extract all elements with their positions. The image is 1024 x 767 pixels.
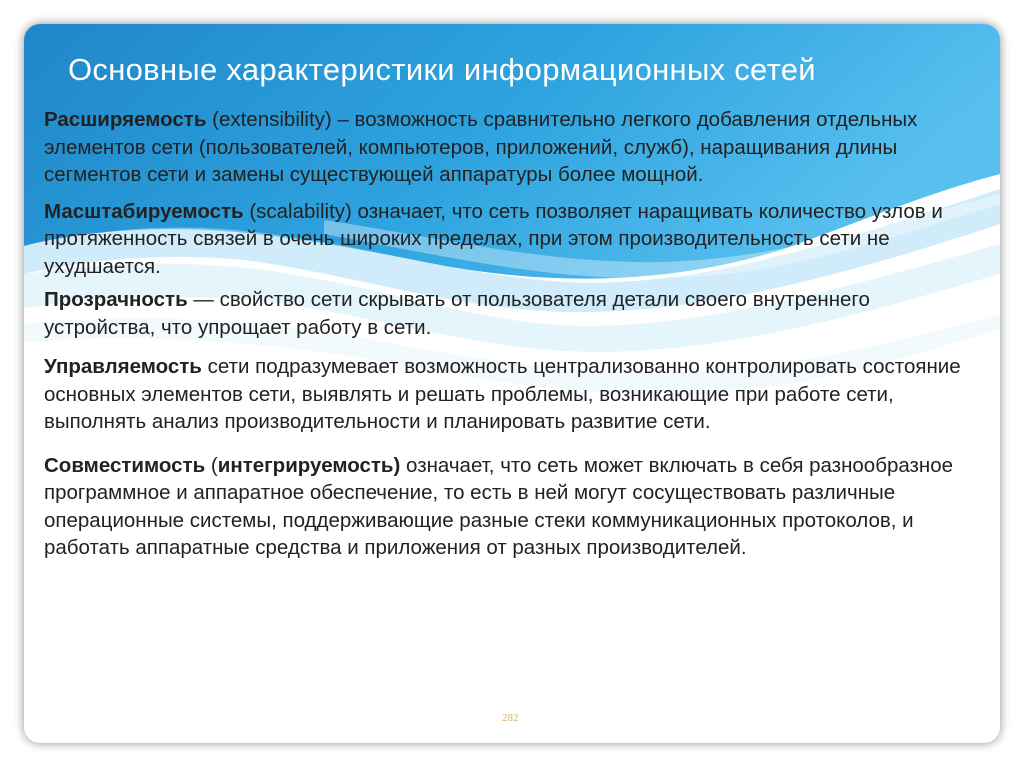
term-label: Прозрачность [44, 288, 188, 311]
term-label: Масштабируемость [44, 199, 244, 223]
paragraph-scalability [44, 198, 974, 281]
term-label-secondary: интегрируемость) [217, 453, 401, 477]
term-description: (extensibility) – возможность сравнительно легкого добавления отдельных элементов сети (пользователей, компьютеров, приложений, служб), наращивания длины сегментов сети и замены существующей аппаратуры более мощной. [44, 108, 918, 186]
term-description: означает, что сеть может включать в себя разнообразное программное и аппаратное обеспечение, то есть в ней могут сосуществовать различные операционные системы, поддерживающие разные стеки коммуникационных протоколов, и работать аппаратные средства и приложения от разных производителей. [44, 453, 954, 559]
paragraph-transparency [44, 286, 974, 341]
slide-content [44, 106, 974, 562]
term-label: Совместимость [44, 453, 206, 477]
slide [24, 24, 1000, 743]
term-label: Расширяемость [44, 108, 207, 131]
page-number: 282 [502, 712, 519, 724]
term-description: — свойство сети скрывать от пользователя детали своего внутреннего устройства, что упрощает работу в сети. [44, 288, 870, 339]
paragraph-compatibility [44, 452, 974, 562]
term-description: (scalability) означает, что сеть позволяет наращивать количество узлов и протяженность связей в очень широких пределах, при этом производительность сети не ухудшается. [44, 199, 943, 278]
paragraph-manageability [44, 353, 974, 436]
term-separator: ( [205, 453, 218, 477]
term-label: Управляемость [44, 355, 202, 378]
slide-title: Основные характеристики информационных сетей [68, 52, 816, 87]
paragraph-extensibility [44, 106, 974, 189]
term-description: сети подразумевает возможность централизованно контролировать состояние основных элементов сети, выявлять и решать проблемы, возникающие при работе сети, выполнять анализ производительности и планировать развитие сети. [44, 355, 961, 433]
